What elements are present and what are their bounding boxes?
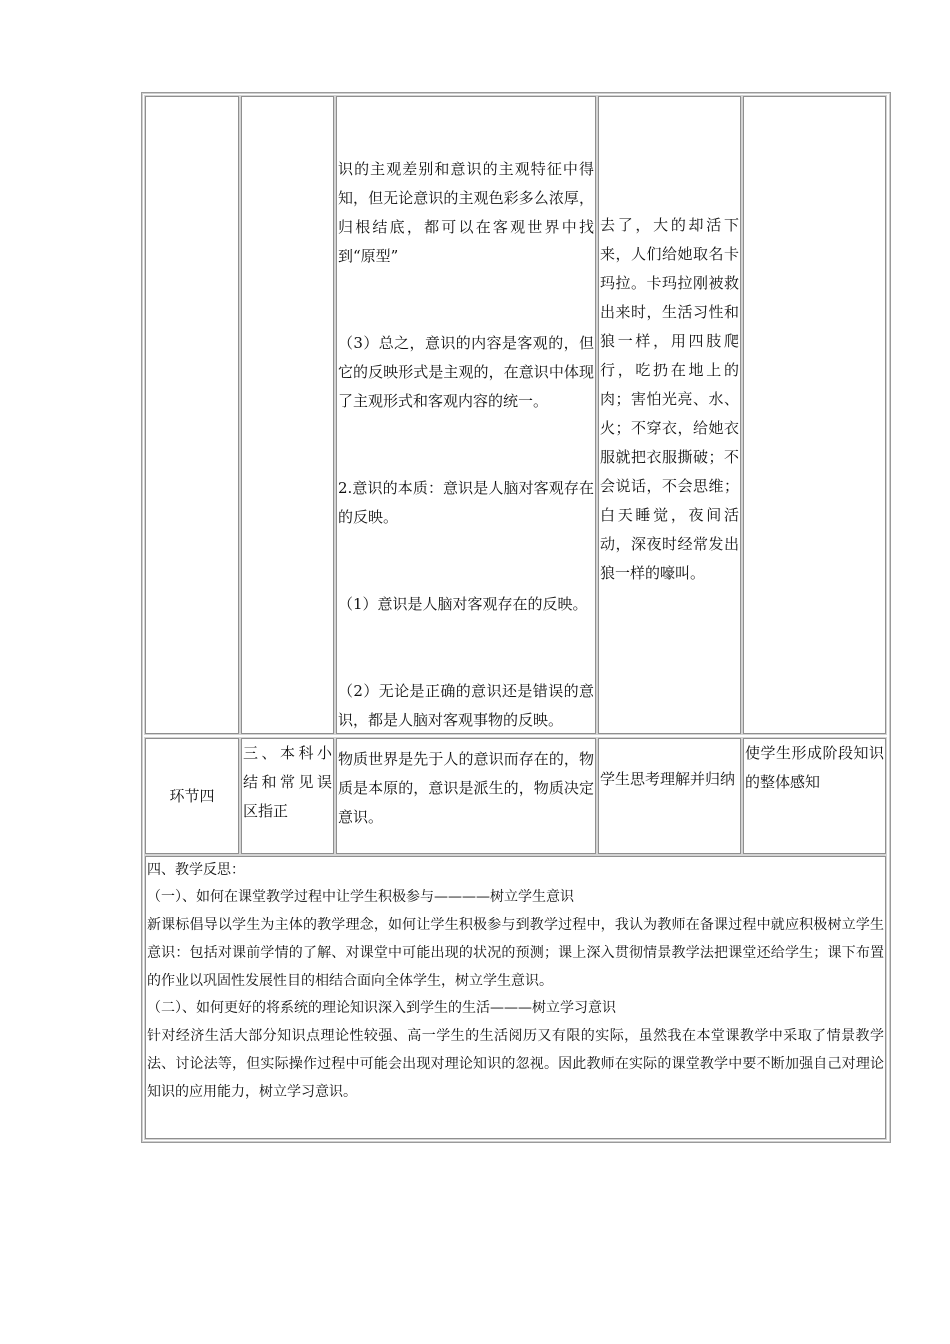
row1-col3-cell <box>336 96 596 734</box>
col3-para-4: （1）意识是人脑对客观存在的反映。 <box>338 595 588 613</box>
reflection-subheading-1: （一）、如何在课堂教学过程中让学生积极参与————树立学生意识 <box>147 889 574 905</box>
row1-col5-cell <box>743 96 886 734</box>
reflection-paragraph-1: 新课标倡导以学生为主体的教学理念，如何让学生积极参与到教学过程中，我认为教师在备课过程中就应积极树立学生意识：包括对课前学情的了解、对课堂中可能出现的状况的预测；课上深入贯彻情景教学法把课堂还给学生；课下布置的作业以巩固性发展性目的相结合面向全体学生，树立学生意识。 <box>147 917 884 989</box>
row2-col3-cell <box>336 738 596 854</box>
row2-col1-cell <box>145 738 239 854</box>
row1-col3-text <box>338 97 594 734</box>
col3-para-2: （3）总之，意识的内容是客观的，但它的反映形式是主观的，在意识中体现了主观形式和客观内容的统一。 <box>338 334 594 410</box>
section-summary-title: 三、本科小结和常见误区指正 <box>243 744 332 820</box>
row1-col1-cell <box>145 96 239 734</box>
reflection-heading: 四、教学反思： <box>147 862 245 878</box>
row1-col4-text: 去了，大的却活下来，人们给她取名卡玛拉。卡玛拉刚被救出来时，生活习性和狼一样，用四肢爬行，吃扔在地上的肉；害怕光亮、水、火；不穿衣，给她衣服就把衣服撕破；不会说话，不会思维；白天睡觉，夜间活动，深夜时经常发出狼一样的嚎叫。 <box>600 216 739 582</box>
design-intent: 使学生形成阶段知识的整体感知 <box>745 744 884 791</box>
row2-col4-cell <box>598 738 741 854</box>
reflection-paragraph-2: 针对经济生活大部分知识点理论性较强、高一学生的生活阅历又有限的实际，虽然我在本堂课教学中采取了情景教学法、讨论法等，但实际操作过程中可能会出现对理论知识的忽视。因此教师在实际的课堂教学中要不断加强自己对理论知识的应用能力，树立学习意识。 <box>147 1028 884 1100</box>
col3-para-5: （2）无论是正确的意识还是错误的意识，都是人脑对客观事物的反映。 <box>338 682 594 729</box>
reflection-subheading-2: （二）、如何更好的将系统的理论知识深入到学生的生活———树立学习意识 <box>147 1000 616 1016</box>
row1-col4-cell <box>598 96 741 734</box>
reflection-cell <box>145 856 886 1139</box>
step-label: 环节四 <box>169 786 215 805</box>
row2-col2-cell <box>241 738 334 854</box>
row2-col5-cell <box>743 738 886 854</box>
col3-para-1: 识的主观差别和意识的主观特征中得知，但无论意识的主观色彩多么浓厚，归根结底，都可以在客观世界中找到“原型” <box>338 160 594 265</box>
summary-content: 物质世界是先于人的意识而存在的，物质是本原的，意识是派生的，物质决定意识。 <box>338 750 594 826</box>
student-activity: 学生思考理解并归纳 <box>600 770 736 788</box>
row1-col2-cell <box>241 96 334 734</box>
col3-para-3: 2.意识的本质：意识是人脑对客观存在的反映。 <box>338 479 594 526</box>
